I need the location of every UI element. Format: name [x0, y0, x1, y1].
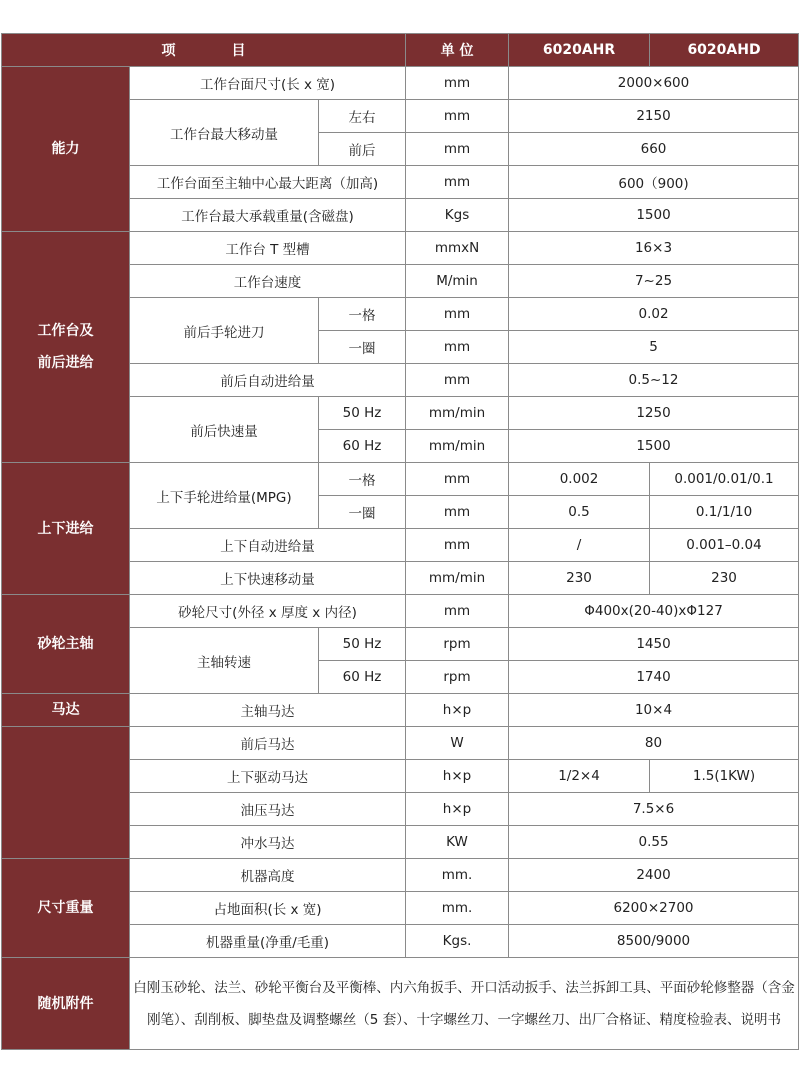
row-unit: mm/min: [406, 397, 509, 430]
row-value-a: 0.002: [509, 463, 650, 496]
row-label: 机器重量(净重/毛重): [130, 925, 406, 958]
row-label: 上下手轮进给量(MPG): [130, 463, 319, 529]
row-label: 油压马达: [130, 793, 406, 826]
row-unit: mm: [406, 463, 509, 496]
table-row: [2, 232, 799, 265]
row-value-a: /: [509, 529, 650, 562]
row-value: 5: [509, 331, 799, 364]
row-value: 8500/9000: [509, 925, 799, 958]
row-value: 1450: [509, 628, 799, 661]
row-label: 主轴转速: [130, 628, 319, 694]
row-sublabel: 50 Hz: [319, 397, 406, 430]
row-unit: Kgs: [406, 199, 509, 232]
row-sublabel: 60 Hz: [319, 430, 406, 463]
row-unit: mm.: [406, 859, 509, 892]
row-value: 1500: [509, 430, 799, 463]
table-row: [2, 727, 799, 760]
category-line-2: 前后进给: [37, 355, 94, 371]
row-sublabel: 一圈: [319, 496, 406, 529]
row-unit: rpm: [406, 661, 509, 694]
accessories-text: 白刚玉砂轮、法兰、砂轮平衡台及平衡棒、内六角扳手、开口活动扳手、法兰拆卸工具、平面砂轮修整器（含金刚笔）、刮削板、脚垫盘及调整螺丝（5 套）、十字螺丝刀、一字螺丝刀、出厂合格证、精度检验表、说明书: [130, 958, 799, 1050]
category-line-1: 工作台及: [37, 323, 94, 339]
row-label: 机器高度: [130, 859, 406, 892]
header-model-b: 6020AHD: [650, 34, 799, 67]
row-unit: rpm: [406, 628, 509, 661]
row-label: 前后马达: [130, 727, 406, 760]
row-unit: mm: [406, 364, 509, 397]
row-unit: mm: [406, 595, 509, 628]
header-unit: 单 位: [406, 34, 509, 67]
row-label: 前后自动进给量: [130, 364, 406, 397]
row-label: 前后手轮进刀: [130, 298, 319, 364]
row-value: 2000×600: [509, 67, 799, 100]
row-label: 主轴马达: [130, 694, 406, 727]
row-value-b: 1.5(1KW): [650, 760, 799, 793]
row-sublabel: 左右: [319, 100, 406, 133]
row-unit: h×p: [406, 694, 509, 727]
row-value: 16×3: [509, 232, 799, 265]
row-unit: mm.: [406, 892, 509, 925]
row-unit: mm: [406, 133, 509, 166]
category-vertical-feed: 上下进给: [2, 463, 130, 595]
row-label: 上下快速移动量: [130, 562, 406, 595]
row-sublabel: 一格: [319, 298, 406, 331]
row-unit: mm: [406, 298, 509, 331]
row-value: Φ400x(20-40)xΦ127: [509, 595, 799, 628]
row-value-b: 0.1/1/10: [650, 496, 799, 529]
row-unit: mm: [406, 331, 509, 364]
row-label: 工作台面至主轴中心最大距离（加高): [130, 166, 406, 199]
row-value: 7.5×6: [509, 793, 799, 826]
table-row: [2, 595, 799, 628]
row-unit: Kgs.: [406, 925, 509, 958]
row-unit: mm: [406, 67, 509, 100]
row-value: 80: [509, 727, 799, 760]
row-unit: h×p: [406, 760, 509, 793]
row-label: 工作台面尺寸(长 x 宽): [130, 67, 406, 100]
row-label: 工作台最大移动量: [130, 100, 319, 166]
row-sublabel: 50 Hz: [319, 628, 406, 661]
category-motor-continued: [2, 727, 130, 859]
row-value: 2150: [509, 100, 799, 133]
row-value-a: 230: [509, 562, 650, 595]
category-dimensions: 尺寸重量: [2, 859, 130, 958]
row-label: 工作台最大承载重量(含磁盘): [130, 199, 406, 232]
row-unit: KW: [406, 826, 509, 859]
category-spindle: 砂轮主轴: [2, 595, 130, 694]
row-value: 1740: [509, 661, 799, 694]
row-value: 6200×2700: [509, 892, 799, 925]
spec-table: [1, 33, 799, 1050]
row-value: 2400: [509, 859, 799, 892]
row-sublabel: 一圈: [319, 331, 406, 364]
row-value: 600（900): [509, 166, 799, 199]
row-value: 0.02: [509, 298, 799, 331]
header-item: 项 目: [2, 34, 406, 67]
table-row: [2, 694, 799, 727]
row-value: 10×4: [509, 694, 799, 727]
table-row: [2, 463, 799, 496]
accessories-row: [2, 958, 799, 1050]
row-value-a: 0.5: [509, 496, 650, 529]
row-value-b: 0.001–0.04: [650, 529, 799, 562]
row-label: 工作台 T 型槽: [130, 232, 406, 265]
row-value-b: 230: [650, 562, 799, 595]
table-row: [2, 67, 799, 100]
header-row: [2, 34, 799, 67]
table-row: [2, 859, 799, 892]
category-table-feed: [2, 232, 130, 463]
row-value: 7~25: [509, 265, 799, 298]
category-motor: 马达: [2, 694, 130, 727]
row-unit: mmxN: [406, 232, 509, 265]
row-unit: mm: [406, 100, 509, 133]
row-label: 冲水马达: [130, 826, 406, 859]
row-value-a: 1/2×4: [509, 760, 650, 793]
row-sublabel: 前后: [319, 133, 406, 166]
row-unit: mm/min: [406, 430, 509, 463]
row-unit: mm: [406, 529, 509, 562]
row-value: 660: [509, 133, 799, 166]
row-unit: mm/min: [406, 562, 509, 595]
row-label: 占地面积(长 x 宽): [130, 892, 406, 925]
row-label: 上下驱动马达: [130, 760, 406, 793]
category-accessories: 随机附件: [2, 958, 130, 1050]
row-unit: W: [406, 727, 509, 760]
row-value: 1250: [509, 397, 799, 430]
row-value-b: 0.001/0.01/0.1: [650, 463, 799, 496]
row-sublabel: 60 Hz: [319, 661, 406, 694]
row-unit: mm: [406, 166, 509, 199]
row-value: 0.55: [509, 826, 799, 859]
category-capacity: 能力: [2, 67, 130, 232]
row-unit: M/min: [406, 265, 509, 298]
row-value: 1500: [509, 199, 799, 232]
row-value: 0.5~12: [509, 364, 799, 397]
row-label: 工作台速度: [130, 265, 406, 298]
row-unit: h×p: [406, 793, 509, 826]
header-model-a: 6020AHR: [509, 34, 650, 67]
row-label: 前后快速量: [130, 397, 319, 463]
row-label: 上下自动进给量: [130, 529, 406, 562]
row-label: 砂轮尺寸(外径 x 厚度 x 内径): [130, 595, 406, 628]
row-unit: mm: [406, 496, 509, 529]
row-sublabel: 一格: [319, 463, 406, 496]
